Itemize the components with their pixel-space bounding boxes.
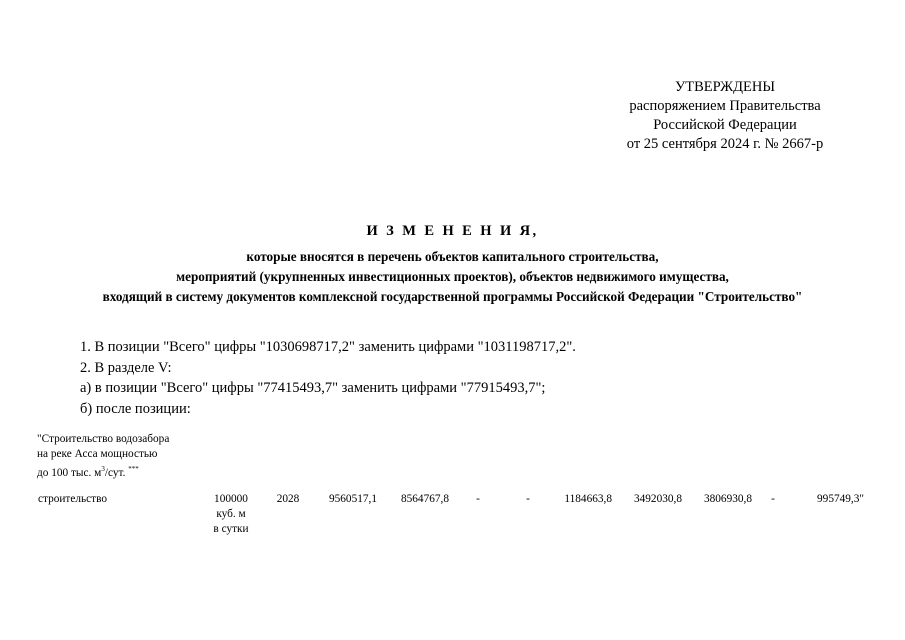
document-subtitle <box>0 247 905 307</box>
footnote-mark: *** <box>128 465 139 473</box>
object-name <box>37 432 217 481</box>
object-name-line-2: на реке Асса мощностью <box>37 448 158 460</box>
subtitle-line-3: входящий в систему документов комплексной государственной программы Российской Федерации "Строительство" <box>102 289 803 304</box>
object-name-prefix: до 100 тыс. м <box>37 466 102 479</box>
cell-value-5: 1184663,8 <box>564 493 612 505</box>
cell-value-1: 9560517,1 <box>328 493 377 505</box>
capacity-unit-2: в сутки <box>213 523 249 535</box>
cell-type: строительство <box>38 493 108 505</box>
object-name-line-3 <box>37 462 217 481</box>
paragraph-1: 1. В позиции "Всего" цифры "1030698717,2" заменить цифрами "1031198717,2". <box>80 339 576 355</box>
cell-capacity <box>203 492 259 537</box>
cell-value-8: - <box>771 493 775 505</box>
cell-value-9: 995749,3" <box>817 493 864 505</box>
approval-line-1: распоряжением Правительства <box>629 98 821 114</box>
subtitle-line-2: мероприятий (укрупненных инвестиционных проектов), объектов недвижимого имущества, <box>176 269 729 284</box>
approval-line-3: от 25 сентября 2024 г. № 2667-р <box>626 136 824 152</box>
object-name-line-1: "Строительство водозабора <box>37 433 170 445</box>
cell-value-7: 3806930,8 <box>703 493 752 505</box>
capacity-unit-1: куб. м <box>216 508 246 520</box>
cell-value-3: - <box>476 493 480 505</box>
cell-value-6: 3492030,8 <box>633 493 682 505</box>
cell-value-2: 8564767,8 <box>400 493 449 505</box>
document-title: И З М Е Н Е Н И Я, <box>366 223 539 239</box>
subtitle-line-1: которые вносятся в перечень объектов капитального строительства, <box>246 249 659 264</box>
approval-line-2: Российской Федерации <box>653 117 797 133</box>
approval-block <box>600 78 850 154</box>
amendment-text <box>80 337 860 419</box>
paragraph-3: а) в позиции "Всего" цифры "77415493,7" заменить цифрами "77915493,7"; <box>80 380 546 396</box>
paragraph-2: 2. В разделе V: <box>80 359 172 376</box>
superscript-power: 3 <box>101 465 105 473</box>
paragraph-4: б) после позиции: <box>80 400 191 417</box>
object-name-suffix: /сут. <box>104 466 129 479</box>
capacity-value: 100000 <box>214 493 248 505</box>
cell-value-4: - <box>526 493 530 505</box>
cell-year: 2028 <box>276 493 300 505</box>
approval-heading: УТВЕРЖДЕНЫ <box>674 79 776 95</box>
